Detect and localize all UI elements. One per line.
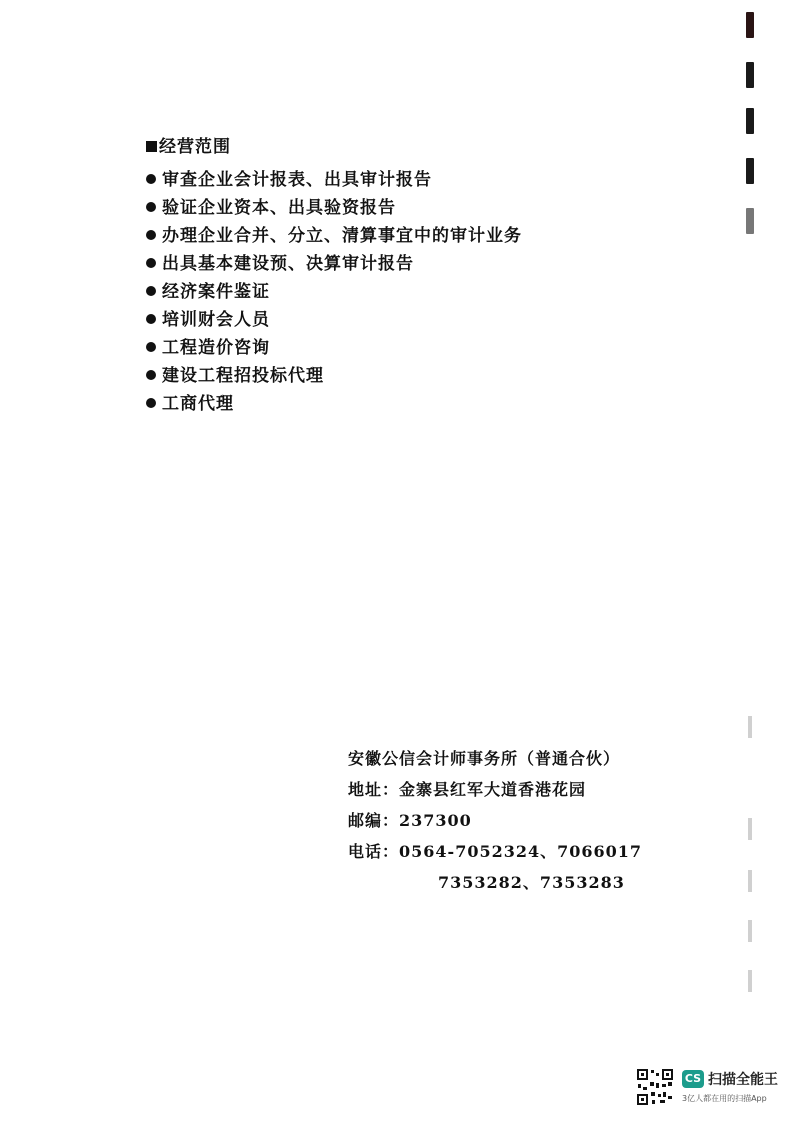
firm-postcode xyxy=(348,808,472,831)
list-item: 验证企业资本、出具验资报告 xyxy=(146,194,522,222)
address-value: 金寨县红军大道香港花园 xyxy=(399,780,587,799)
camscanner-logo-icon: CS xyxy=(682,1070,704,1088)
bullet-icon xyxy=(146,202,156,212)
bullet-icon xyxy=(146,398,156,408)
watermark-brand: 扫描全能王 xyxy=(708,1072,778,1088)
phone-value-2: 7353282、7353283 xyxy=(438,873,625,892)
watermark-tagline: 3亿人都在用的扫描App xyxy=(682,1094,767,1103)
phone-value-1: 0564-7052324、7066017 xyxy=(399,842,643,861)
binding-mark xyxy=(748,970,752,992)
phone-label: 电话： xyxy=(348,842,400,861)
bullet-icon xyxy=(146,230,156,240)
qr-code-icon xyxy=(636,1068,674,1106)
postcode-value: 237300 xyxy=(399,811,472,830)
bullet-icon xyxy=(146,314,156,324)
address-label: 地址： xyxy=(348,780,400,799)
square-bullet-icon xyxy=(146,141,157,152)
list-item: 培训财会人员 xyxy=(146,306,522,334)
postcode-label: 邮编： xyxy=(348,811,400,830)
bullet-icon xyxy=(146,258,156,268)
binding-mark xyxy=(748,920,752,942)
binding-mark xyxy=(746,62,754,88)
bullet-icon xyxy=(146,342,156,352)
scope-title-text: 经营范围 xyxy=(159,137,231,157)
firm-address xyxy=(348,777,586,800)
binding-mark xyxy=(748,818,752,840)
firm-name: 安徽公信会计师事务所（普通合伙） xyxy=(348,749,621,768)
scope-title xyxy=(146,132,231,157)
binding-mark xyxy=(748,716,752,738)
bullet-icon xyxy=(146,370,156,380)
list-item: 审查企业会计报表、出具审计报告 xyxy=(146,166,522,194)
list-item: 工商代理 xyxy=(146,390,522,418)
binding-mark xyxy=(746,108,754,134)
binding-mark xyxy=(746,158,754,184)
list-item: 建设工程招投标代理 xyxy=(146,362,522,390)
list-item: 工程造价咨询 xyxy=(146,334,522,362)
list-item: 办理企业合并、分立、清算事宜中的审计业务 xyxy=(146,222,522,250)
scope-list xyxy=(146,166,522,418)
firm-phone xyxy=(348,839,642,862)
binding-mark xyxy=(746,12,754,38)
binding-mark xyxy=(748,870,752,892)
list-item: 经济案件鉴证 xyxy=(146,278,522,306)
bullet-icon xyxy=(146,174,156,184)
binding-mark xyxy=(746,208,754,234)
list-item: 出具基本建设预、决算审计报告 xyxy=(146,250,522,278)
bullet-icon xyxy=(146,286,156,296)
